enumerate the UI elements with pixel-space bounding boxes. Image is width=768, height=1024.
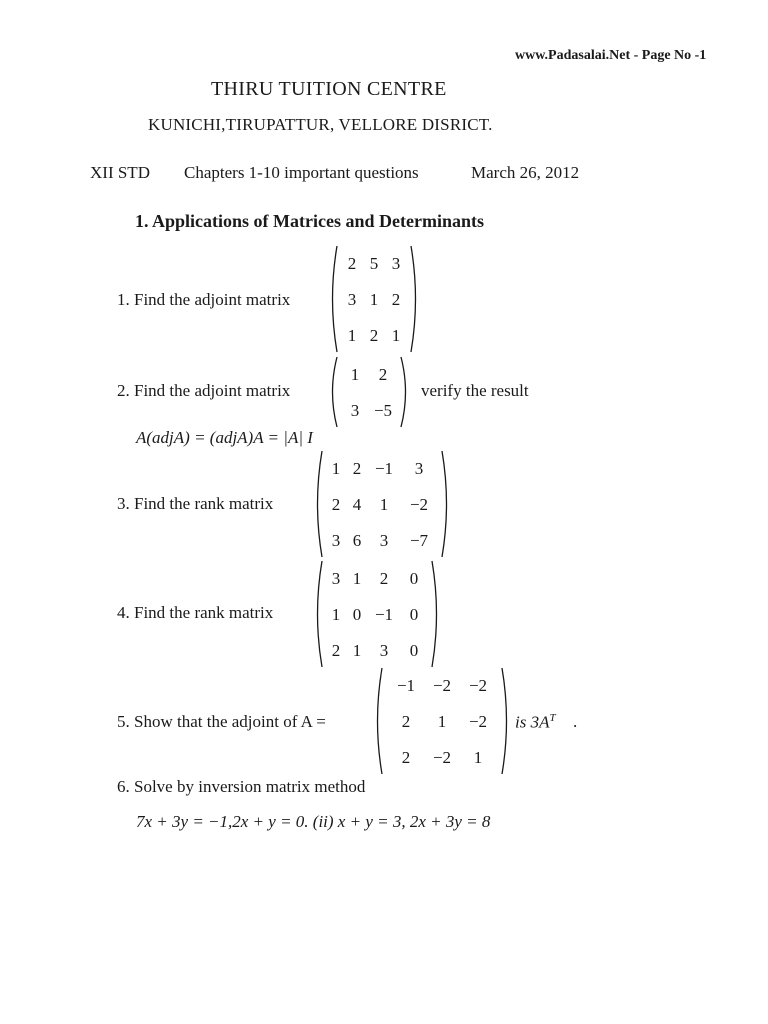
matrix-left-paren — [327, 245, 339, 353]
matrix-left-paren — [372, 667, 384, 775]
matrix-cell: 2 — [369, 325, 379, 345]
document-title: THIRU TUITION CENTRE — [211, 78, 447, 100]
matrix-cell: 1 — [437, 711, 447, 731]
matrix-cell: 1 — [379, 494, 389, 514]
question-5-end: . — [573, 712, 578, 731]
matrix-right-paren — [399, 356, 411, 428]
matrix-left-paren — [327, 356, 339, 428]
question-6-equations: 7x + 3y = −1,2x + y = 0. (ii) x + y = 3, 2x + 3y = 8 — [136, 812, 491, 831]
question-5-suffix: is $3A^T$ — [515, 712, 556, 732]
matrix-cell: 0 — [352, 604, 362, 624]
matrix-cell: 1 — [391, 325, 401, 345]
matrix-cell: −1 — [374, 604, 394, 624]
matrix-cell: 2 — [347, 253, 357, 273]
section-heading: 1. Applications of Matrices and Determinants — [135, 211, 484, 231]
matrix-grid — [324, 560, 430, 668]
matrix-cell: 3 — [347, 289, 357, 309]
question-2-text: 2. Find the adjoint matrix — [117, 381, 291, 400]
matrix-left-paren — [312, 450, 324, 558]
question-2-matrix — [327, 356, 411, 428]
matrix-grid — [324, 450, 440, 558]
matrix-cell: 2 — [331, 640, 341, 660]
matrix-cell: 1 — [473, 747, 483, 767]
matrix-cell: 1 — [350, 364, 360, 384]
page-header: www.Padasalai.Net - Page No -1 — [515, 48, 707, 63]
matrix-cell: −1 — [396, 675, 416, 695]
question-5-text: 5. Show that the adjoint of A = — [117, 712, 326, 731]
matrix-cell: 1 — [331, 604, 341, 624]
matrix-cell: 0 — [409, 604, 419, 624]
matrix-grid — [339, 245, 409, 353]
matrix-right-paren — [409, 245, 421, 353]
matrix-cell: 3 — [391, 253, 401, 273]
matrix-cell: 4 — [352, 494, 362, 514]
matrix-cell: 1 — [352, 568, 362, 588]
matrix-cell: 2 — [391, 289, 401, 309]
matrix-cell: −2 — [432, 747, 452, 767]
matrix-cell: 2 — [401, 711, 411, 731]
question-6-text: 6. Solve by inversion matrix method — [117, 777, 366, 796]
matrix-cell: 2 — [401, 747, 411, 767]
matrix-cell: 0 — [409, 568, 419, 588]
matrix-right-paren — [430, 560, 442, 668]
class-label: XII STD — [90, 163, 150, 182]
matrix-cell: −2 — [409, 494, 429, 514]
matrix-cell: 2 — [352, 458, 362, 478]
matrix-right-paren — [440, 450, 452, 558]
matrix-cell: 3 — [350, 400, 360, 420]
question-3-text: 3. Find the rank matrix — [117, 494, 274, 513]
matrix-cell: 1 — [352, 640, 362, 660]
question-2-suffix: verify the result — [421, 381, 529, 400]
matrix-cell: −2 — [468, 675, 488, 695]
matrix-cell: −1 — [374, 458, 394, 478]
matrix-cell: 2 — [331, 494, 341, 514]
question-1-matrix — [327, 245, 421, 353]
question-5-matrix — [372, 667, 512, 775]
matrix-cell: 3 — [331, 530, 341, 550]
question-1-text: 1. Find the adjoint matrix — [117, 290, 291, 309]
matrix-cell: −5 — [373, 400, 393, 420]
matrix-left-paren — [312, 560, 324, 668]
matrix-cell: 1 — [369, 289, 379, 309]
matrix-cell: −7 — [409, 530, 429, 550]
matrix-cell: 3 — [379, 530, 389, 550]
matrix-cell: 3 — [379, 640, 389, 660]
matrix-cell: 1 — [347, 325, 357, 345]
matrix-cell: 2 — [378, 364, 388, 384]
matrix-cell: 6 — [352, 530, 362, 550]
matrix-cell: 3 — [331, 568, 341, 588]
matrix-right-paren — [500, 667, 512, 775]
matrix-cell: 5 — [369, 253, 379, 273]
matrix-cell: 2 — [379, 568, 389, 588]
date-label: March 26, 2012 — [471, 163, 580, 182]
matrix-cell: −2 — [468, 711, 488, 731]
matrix-grid — [339, 356, 399, 428]
matrix-cell: −2 — [432, 675, 452, 695]
matrix-cell: 3 — [414, 458, 424, 478]
question-4-matrix — [312, 560, 442, 668]
question-2-formula: A(adjA) = (adjA)A = |A| I — [136, 428, 313, 447]
question-3-matrix — [312, 450, 452, 558]
address-line: KUNICHI,TIRUPATTUR, VELLORE DISRICT. — [148, 115, 493, 134]
chapters-label: Chapters 1-10 important questions — [184, 163, 419, 182]
matrix-cell: 0 — [409, 640, 419, 660]
matrix-cell: 1 — [331, 458, 341, 478]
matrix-grid — [384, 667, 500, 775]
question-4-text: 4. Find the rank matrix — [117, 603, 274, 622]
